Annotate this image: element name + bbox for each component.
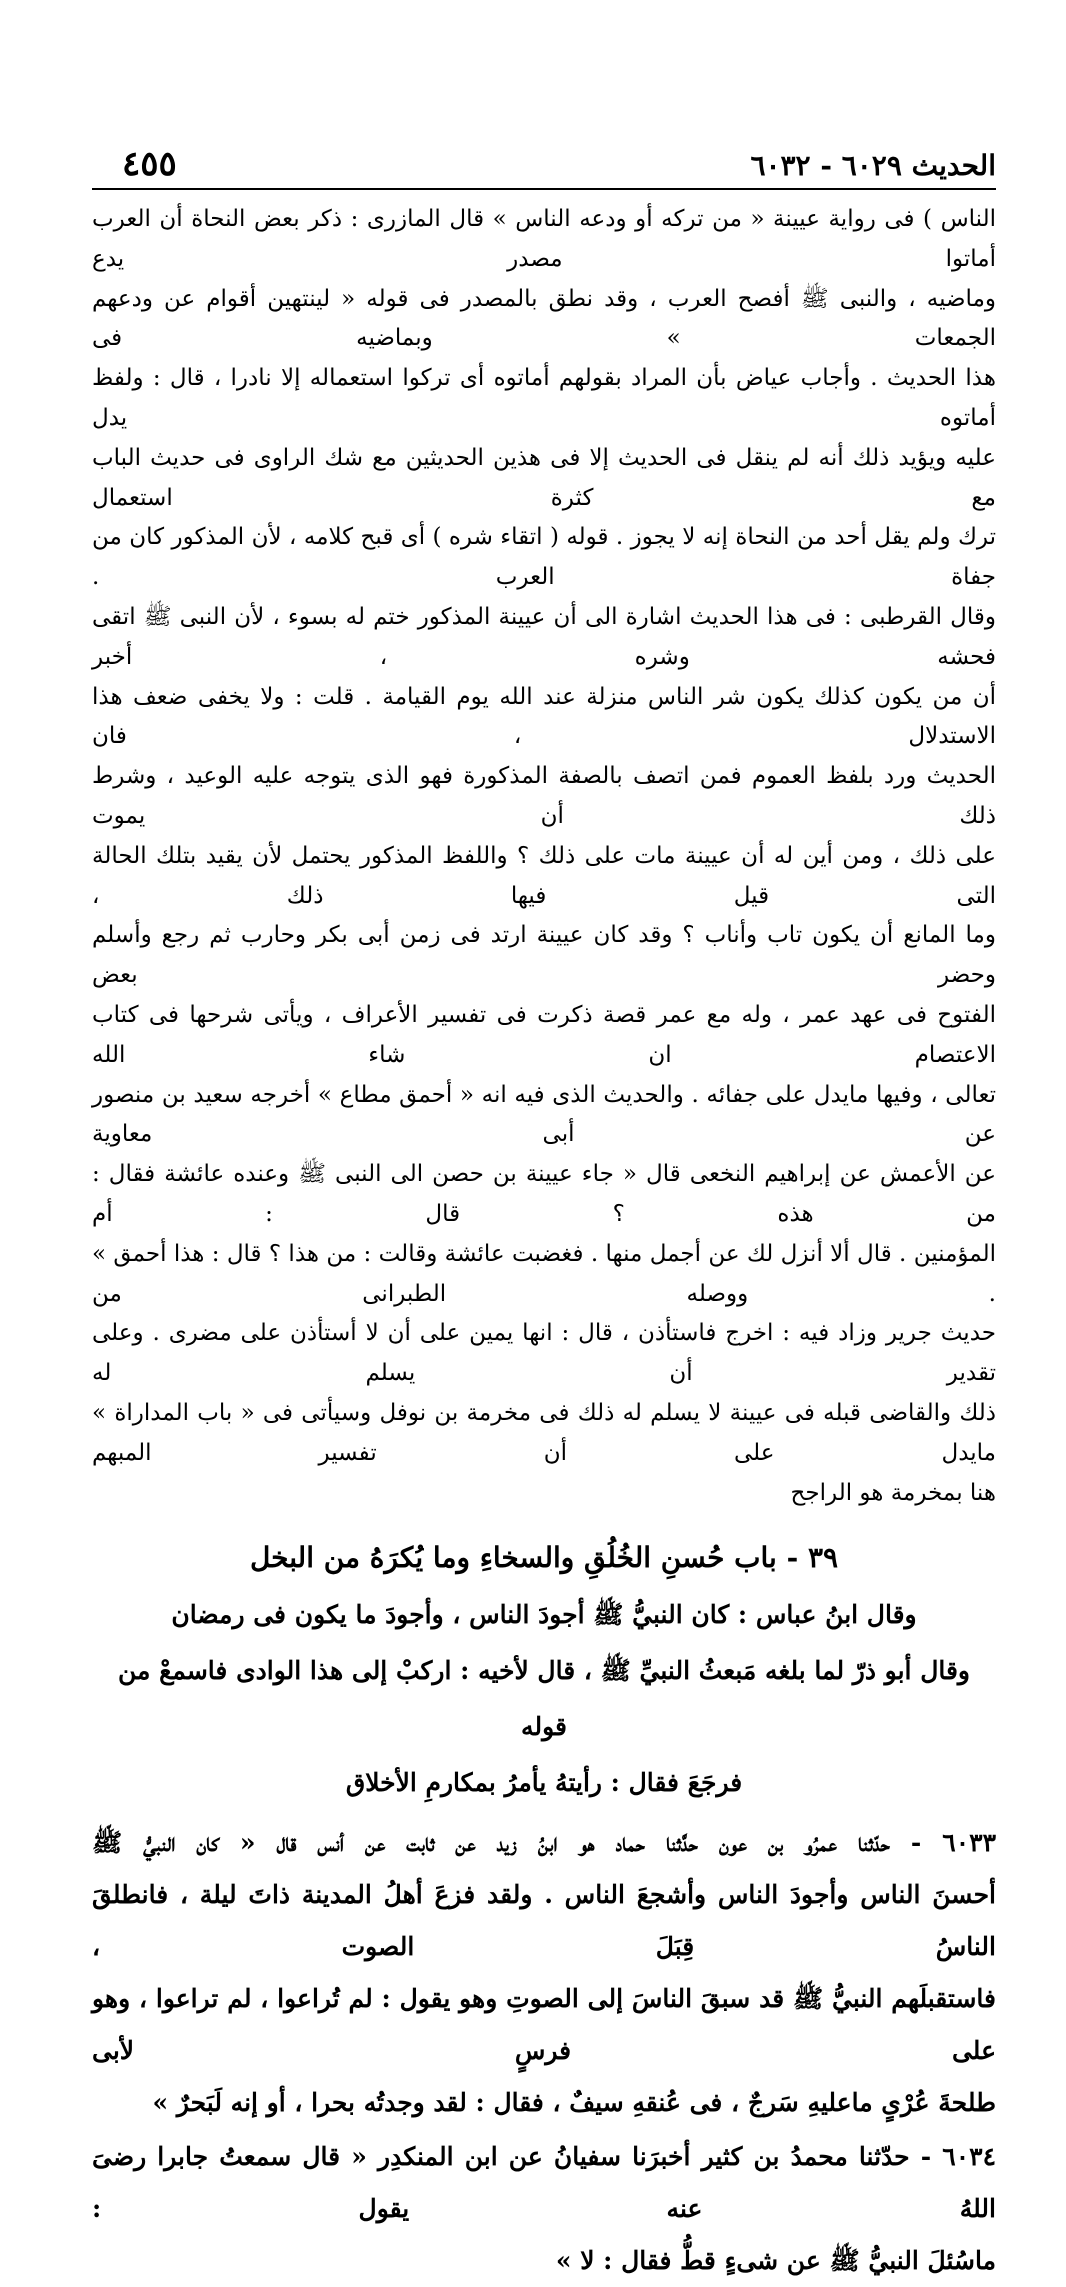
commentary-line: المؤمنين . قال ألا أنزل لك عن أجمل منها . فغضبت عائشة وقالت : من هذا ؟ قال : هذا أحمق » . ووصله الطبرانى من xyxy=(92,1240,996,1307)
chapter-title: ٣٩ - باب حُسنِ الخُلُقِ والسخاءِ وما يُكرَهُ من البخل xyxy=(249,1541,839,1575)
commentary-line: عليه ويؤيد ذلك أنه لم ينقل فى الحديث إلا فى هذين الحديثين مع شك الراوى فى حديث الباب مع كثرة استعمال xyxy=(92,444,996,511)
commentary-line: وما المانع أن يكون تاب وأناب ؟ وقد كان عيينة ارتد فى زمن أبى بكر وحارب ثم رجع وأسلم وحضر بعض xyxy=(92,922,996,989)
commentary-line: تعالى ، وفيها مايدل على جفائه . والحديث الذى فيه انه « أحمق مطاع » أخرجه سعيد بن منصور عن أبى معاوية xyxy=(92,1081,996,1148)
commentary-line: عن الأعمش عن إبراهيم النخعى قال « جاء عيينة بن حصن الى النبى ﷺ وعنده عائشة فقال : من هذه ؟ قال : أم xyxy=(92,1161,996,1227)
running-head: الحديث ٦٠٢٩ - ٦٠٣٢ xyxy=(750,149,996,182)
commentary-line: حديث جرير وزاد فيه : اخرج فاستأذن ، قال : انها يمين على أن لا أستأذن على مضرى . وعلى تقدير أن يسلم له xyxy=(92,1320,996,1387)
commentary-line: أن من يكون كذلك يكون شر الناس منزلة عند الله يوم القيامة . قلت : ولا يخفى ضعف هذا الاستدلال ، فان xyxy=(92,683,996,750)
chapter-intro xyxy=(92,1587,996,1811)
commentary-line: وقال القرطبى : فى هذا الحديث اشارة الى أن عيينة المذكور ختم له بسوء ، لأن النبى ﷺ اتقى فحشه وشره ، أخبر xyxy=(92,603,996,670)
commentary-line: الفتوح فى عهد عمر ، وله مع عمر قصة ذكرت فى تفسير الأعراف ، ويأتى شرحها فى كتاب الاعتصام ان شاء الله xyxy=(92,1001,996,1068)
hadith-6034 xyxy=(92,2131,996,2287)
hadith-line: ٦٠٣٣ - حدّثنا عمرُو بن عون حدَّثنا حماد هو ابنُ زيد عن ثابت عن أنس قال « كان النبيُّ ﷺ xyxy=(92,1828,996,1858)
commentary-line: هنا بمخرمة هو الراجح xyxy=(790,1479,996,1506)
hadith-line: فاستقبلَهم النبيُّ ﷺ قد سبقَ الناسَ إلى الصوتِ وهو يقول : لم تُراعوا ، لم تراعوا ، وهو على فرسٍ لأبى xyxy=(92,1984,996,2066)
commentary-line: الحديث ورد بلفظ العموم فمن اتصف بالصفة المذكورة فهو الذى يتوجه عليه الوعيد ، وشرط ذلك أن يموت xyxy=(92,763,996,829)
intro-line: وقال ابنُ عباس : كان النبيُّ ﷺ أجودَ الناس ، وأجودَ ما يكون فى رمضان xyxy=(171,1600,917,1630)
hadith-line: ٦٠٣٤ - حدّثنا محمدُ بن كثير أخبرَنا سفيانُ عن ابن المنكدِر « قال سمعتُ جابرا رضىَ اللهُ عنه يقول : xyxy=(92,2142,996,2224)
page-number: ٤٥٥ xyxy=(122,144,177,184)
commentary-line: ترك ولم يقل أحد من النحاة إنه لا يجوز . قوله ( اتقاء شره ) أى قبح كلامه ، لأن المذكور كان من جفاة العرب . xyxy=(92,524,996,591)
hadith-6033 xyxy=(92,1817,996,2129)
commentary-line: على ذلك ، ومن أين له أن عيينة مات على ذلك ؟ واللفظ المذكور يحتمل لأن يقيد بتلك الحالة التى قيل فيها ذلك ، xyxy=(92,842,996,909)
hadith-line: ماسُئلَ النبيُّ ﷺ عن شىءٍ قطُّ فقال : لا » xyxy=(555,2246,996,2276)
hadith-line: طلحةَ عُرْىٍ ماعليهِ سَرجٌ ، فى عُنقهِ سيفٌ ، فقال : لقد وجدتُه بحرا ، أو إنه لَبَحرٌ » xyxy=(152,2088,996,2118)
commentary-line: الناس ) فى رواية عيينة « من تركه أو ودعه الناس » قال المازرى : ذكر بعض النحاة أن العرب أماتوا مصدر يدع xyxy=(92,206,996,272)
commentary-block xyxy=(92,200,996,1513)
page-header xyxy=(92,140,996,190)
intro-line: وقال أبو ذرّ لما بلغه مَبعثُ النبيِّ ﷺ ، قال لأخيه : اركبْ إلى هذا الوادى فاسمعْ من قوله xyxy=(117,1656,971,1742)
commentary-line: وماضيه ، والنبى ﷺ أفصح العرب ، وقد نطق بالمصدر فى قوله « لينتهين أقوام عن ودعهم الجمعات » وبماضيه فى xyxy=(92,285,996,352)
commentary-line: ذلك والقاضى قبله فى عيينة لا يسلم له ذلك فى مخرمة بن نوفل وسيأتى فى « باب المداراة » مايدل على أن تفسير المبهم xyxy=(92,1399,996,1466)
hadith-line: أحسنَ الناس وأجودَ الناس وأشجعَ الناس . ولقد فزعَ أهلُ المدينة ذاتَ ليلة ، فانطلقَ الناسُ قِبَلَ الصوت ، xyxy=(92,1880,996,1962)
intro-line: فرجَعَ فقال : رأيتهُ يأمرُ بمكارمِ الأخلاق xyxy=(345,1768,743,1798)
page-body xyxy=(92,200,996,2287)
commentary-line: هذا الحديث . وأجاب عياض بأن المراد بقولهم أماتوه أى تركوا استعماله إلا نادرا ، قال : ولفظ أماتوه يدل xyxy=(92,365,996,431)
